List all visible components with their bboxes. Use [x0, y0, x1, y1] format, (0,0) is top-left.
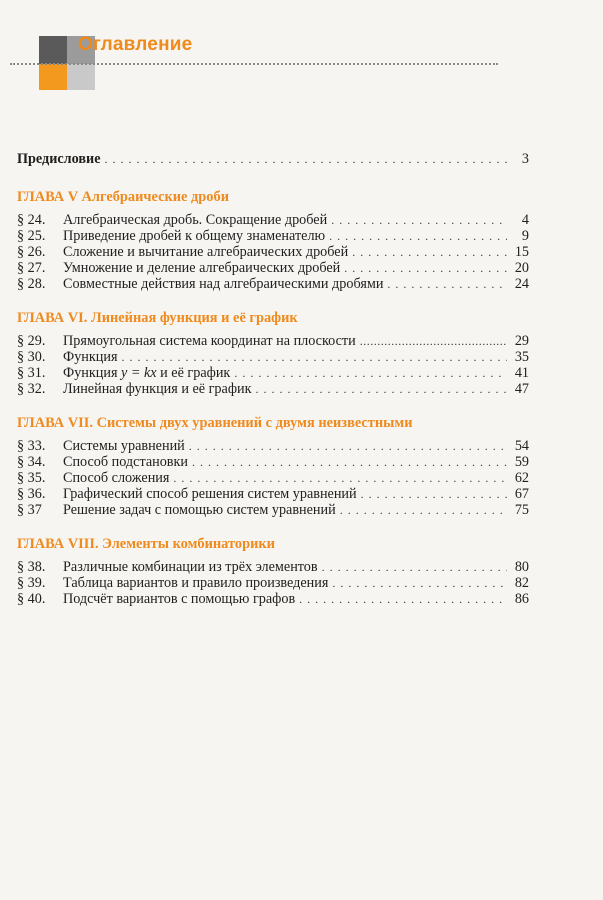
section-number: § 30.: [17, 349, 46, 365]
page-number: 67: [514, 486, 529, 502]
preface-label: Предисловие: [17, 151, 101, 167]
page-title: Оглавление: [78, 34, 193, 55]
leader-dots: [387, 275, 507, 293]
section-title: Подсчёт вариантов с помощью графов: [63, 591, 296, 607]
chapter-heading[interactable]: ГЛАВА VII. Системы двух уравнений с двумя неизвестными: [17, 415, 413, 431]
page-number: 24: [514, 276, 529, 292]
section-title: Различные комбинации из трёх элементов: [63, 559, 318, 575]
section-title: Умножение и деление алгебраических дробей: [63, 260, 341, 276]
section-title: Решение задач с помощью систем уравнений: [63, 502, 336, 518]
section-number: § 29.: [17, 333, 46, 349]
leader-dots: [299, 590, 507, 608]
section-title: Способ подстановки: [63, 454, 188, 470]
section-number: § 26.: [17, 244, 46, 260]
page-number: 86: [514, 591, 529, 607]
section-number: § 39.: [17, 575, 46, 591]
page-number: 47: [514, 381, 529, 397]
section-number: § 40.: [17, 591, 46, 607]
section-title: Функция: [63, 349, 118, 365]
section-title: Алгебраическая дробь. Сокращение дробей: [63, 212, 328, 228]
toc-row[interactable]: [17, 275, 529, 293]
section-number: § 32.: [17, 381, 46, 397]
page-number: 75: [514, 502, 529, 518]
page-number: 4: [521, 212, 529, 228]
section-number: § 31.: [17, 365, 46, 381]
page-number: 15: [514, 244, 529, 260]
section-title-prefix: Функция: [63, 365, 122, 381]
section-number: § 34.: [17, 454, 46, 470]
header-decor-square-dark: [39, 36, 67, 64]
page-number: 62: [514, 470, 529, 486]
header-decor-square-light: [67, 64, 95, 90]
section-number: § 37: [17, 502, 42, 518]
section-title: Способ сложения: [63, 470, 170, 486]
page-number: 9: [521, 228, 529, 244]
page-number: 82: [514, 575, 529, 591]
section-title: Таблица вариантов и правило произведения: [63, 575, 329, 591]
page-number: 35: [514, 349, 529, 365]
page-header: [0, 0, 603, 100]
toc-row-preface[interactable]: [17, 150, 529, 168]
chapter-heading[interactable]: ГЛАВА VI. Линейная функция и её график: [17, 310, 298, 326]
section-title-suffix: и её график: [156, 365, 231, 381]
page-number: 80: [514, 559, 529, 575]
section-title: Системы уравнений: [63, 438, 185, 454]
toc-row[interactable]: [17, 501, 529, 519]
section-title: Графический способ решения систем уравнений: [63, 486, 357, 502]
page-number: 59: [514, 454, 529, 470]
leader-dots: [105, 150, 507, 168]
section-number: § 28.: [17, 276, 46, 292]
section-number: § 25.: [17, 228, 46, 244]
page-number: 41: [514, 365, 529, 381]
page-number: 20: [514, 260, 529, 276]
section-title: Прямоугольная система координат на плоскости: [63, 333, 356, 349]
section-number: § 33.: [17, 438, 46, 454]
section-title-formula: y = kx: [121, 365, 157, 381]
toc-row[interactable]: [17, 380, 529, 398]
section-title: Линейная функция и её график: [63, 381, 252, 397]
toc-row[interactable]: [17, 590, 529, 608]
leader-dots: [256, 380, 507, 398]
page-number: 3: [521, 151, 529, 167]
section-number: § 24.: [17, 212, 46, 228]
page-number: 54: [514, 438, 529, 454]
section-number: § 35.: [17, 470, 46, 486]
header-dotted-rule: [10, 63, 498, 65]
leader-dots: [340, 501, 507, 519]
section-number: § 27.: [17, 260, 46, 276]
chapter-heading[interactable]: ГЛАВА VIII. Элементы комбинаторики: [17, 536, 275, 552]
section-number: § 38.: [17, 559, 46, 575]
section-number: § 36.: [17, 486, 46, 502]
section-title: Совместные действия над алгебраическими дробями: [63, 276, 384, 292]
chapter-heading[interactable]: ГЛАВА V Алгебраические дроби: [17, 189, 229, 205]
header-decor-square-orange: [39, 64, 67, 90]
page-number: 29: [514, 333, 529, 349]
section-title: Приведение дробей к общему знаменателю: [63, 228, 326, 244]
section-title: Сложение и вычитание алгебраических дробей: [63, 244, 349, 260]
